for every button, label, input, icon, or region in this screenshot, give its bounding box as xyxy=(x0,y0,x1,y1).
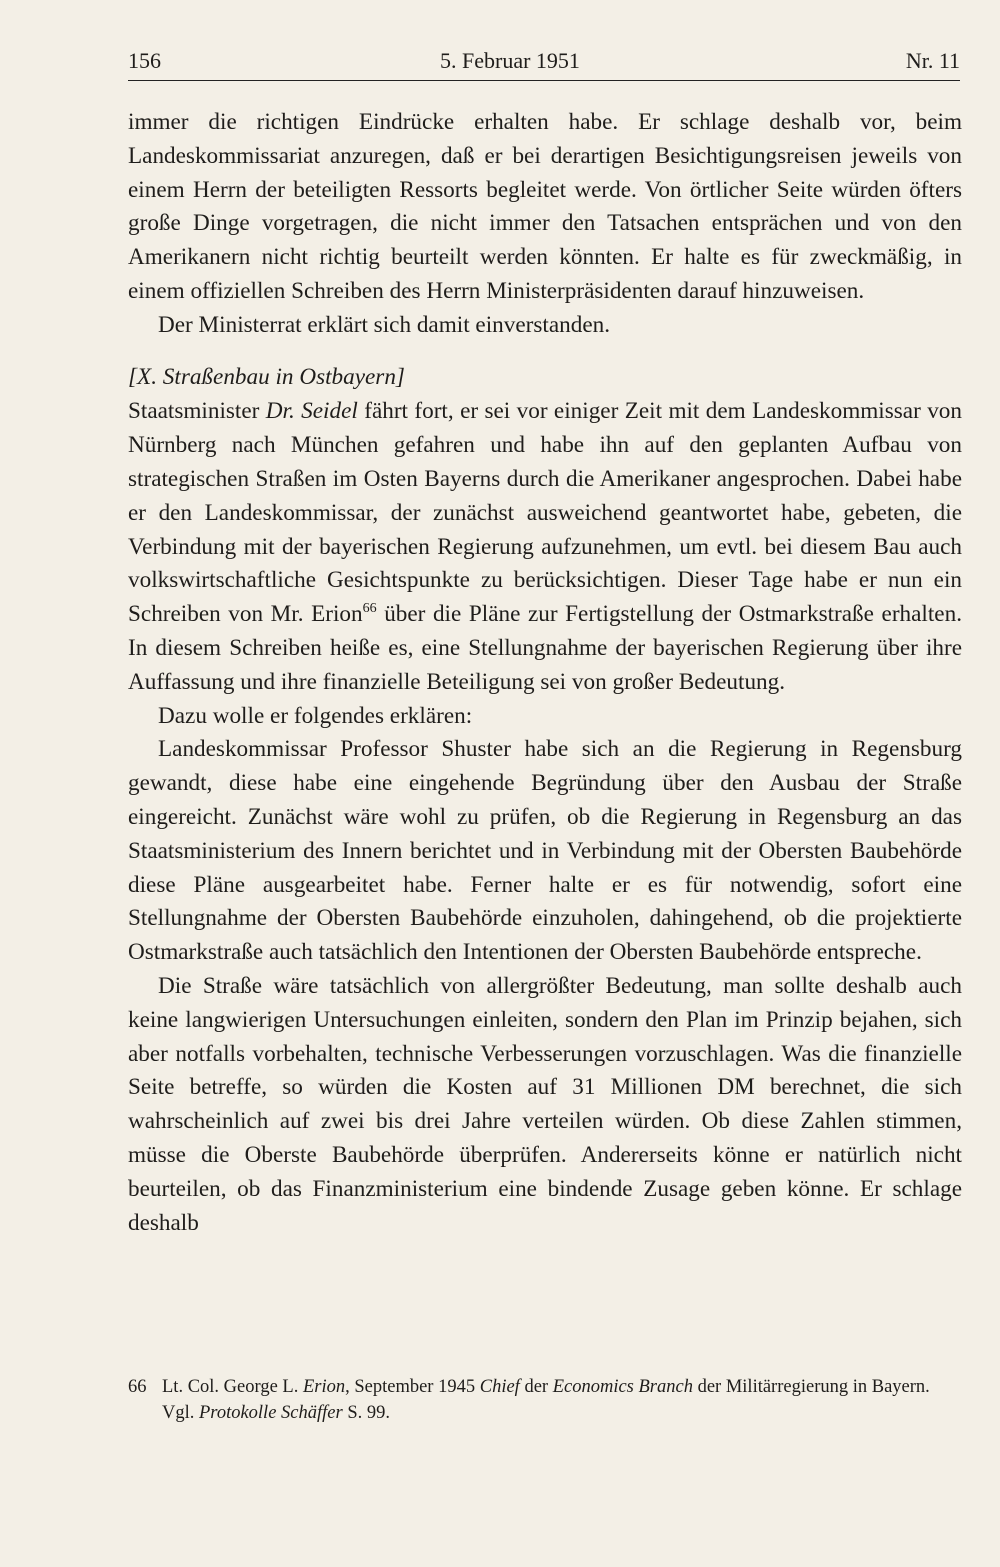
text-run: S. 99. xyxy=(342,1403,390,1423)
text-run-italic: Protokolle Schäffer xyxy=(199,1403,343,1423)
footnote-text xyxy=(162,1374,962,1426)
paragraph xyxy=(128,395,962,699)
text-run: , September 1945 xyxy=(345,1377,480,1397)
text-run: fährt fort, er sei vor einiger Zeit mit dem Landeskommissar von Nürnberg nach München gefahren und habe ihn auf den geplanten Aufbau von strategischen Straßen im Osten Bayerns durch die Amerikaner angesprochen. Dabei habe er den Landeskommissar, der zunächst ausweichend geantwortet habe, gebeten, die Verbindung mit der bayerischen Regierung aufzunehmen, um evtl. bei diesem Bau auch volkswirtschaftliche Gesichtspunkte zu berücksichtigen. Dieser Tage habe er nun ein Schreiben von Mr. Erion xyxy=(128,398,962,628)
header-issue-number: Nr. 11 xyxy=(905,48,960,73)
text-run-italic: Chief xyxy=(479,1377,520,1397)
text-run: Lt. Col. George L. xyxy=(162,1377,303,1397)
person-name: Erion xyxy=(302,1377,346,1397)
paragraph: immer die richtigen Eindrücke erhalten habe. Er schlage deshalb vor, beim Landeskommissariat anzuregen, daß er bei derartigen Besichtigungsreisen jeweils von einem Herrn der beteiligten Ressorts begleitet werde. Von örtlicher Seite würden öfters große Dinge vorgetragen, die nicht immer den Tatsachen entsprächen und von den Amerikanern nicht richtig beurteilt werden könnten. Er halte es für zweckmäßig, in einem offiziellen Schreiben des Herrn Ministerpräsidenten darauf hinzuweisen. xyxy=(128,109,962,304)
main-text xyxy=(128,106,962,1240)
text-run: der xyxy=(519,1377,553,1397)
footnote xyxy=(128,1374,962,1426)
running-header xyxy=(128,44,960,81)
paragraph: Die Straße wäre tatsächlich von allergrößter Bedeutung, man sollte deshalb auch keine langwierigen Untersuchungen einleiten, sondern den Plan im Prinzip bejahen, sich aber notfalls vorbehalten, technische Verbesserungen vorzuschlagen. Was die finanzielle Seite betreffe, so würden die Kosten auf 31 Millionen DM berechnet, die sich wahrscheinlich auf zwei bis drei Jahre verteilen würden. Ob diese Zahlen stimmen, müsse die Oberste Baubehörde überprüfen. Andererseits könne er natürlich nicht beurteilen, ob das Finanzministerium eine bindende Zusage geben könne. Er schlage deshalb xyxy=(128,972,962,1236)
footnote-number: 66 xyxy=(128,1377,147,1397)
header-date: 5. Februar 1951 xyxy=(440,48,580,73)
section-heading-text: [X. Straßenbau in Ostbayern] xyxy=(128,363,405,390)
paragraph: Der Ministerrat erklärt sich damit einverstanden. xyxy=(158,311,610,338)
text-run: Staatsminister xyxy=(128,398,266,425)
footnotes xyxy=(128,1374,962,1426)
footnote-reference[interactable]: 66 xyxy=(362,601,377,617)
page-number: 156 xyxy=(128,48,161,73)
paragraph: Dazu wolle er folgendes erklären: xyxy=(158,702,473,729)
text-run: über die Pläne zur Fertigstellung der Ostmarkstraße erhalten. In diesem Schreiben heiße es, eine Stellungnahme der bayerischen Regierung über ihre Auffassung und ihre finanzielle Beteiligung sei von großer Bedeutung. xyxy=(128,601,962,695)
text-run: der Militärregierung in Bayern. Vgl. xyxy=(162,1377,930,1423)
paragraph: Landeskommissar Professor Shuster habe sich an die Regierung in Regensburg gewandt, diese habe eine eingehende Begründung über den Ausbau der Straße eingereicht. Zunächst wäre wohl zu prüfen, ob die Regierung in Regensburg an das Staatsministerium des Innern berichtet und in Verbindung mit der Obersten Baubehörde diese Pläne ausgearbeitet habe. Ferner halte er es für notwendig, sofort eine Stellungnahme der Obersten Baubehörde einzuholen, dahingehend, ob die projektierte Ostmarkstraße auch tatsächlich den Intentionen der Obersten Baubehörde entspreche. xyxy=(128,736,962,966)
section-heading xyxy=(128,361,962,395)
person-name: Dr. Seidel xyxy=(265,398,358,425)
text-run-italic: Economics Branch xyxy=(552,1377,693,1397)
